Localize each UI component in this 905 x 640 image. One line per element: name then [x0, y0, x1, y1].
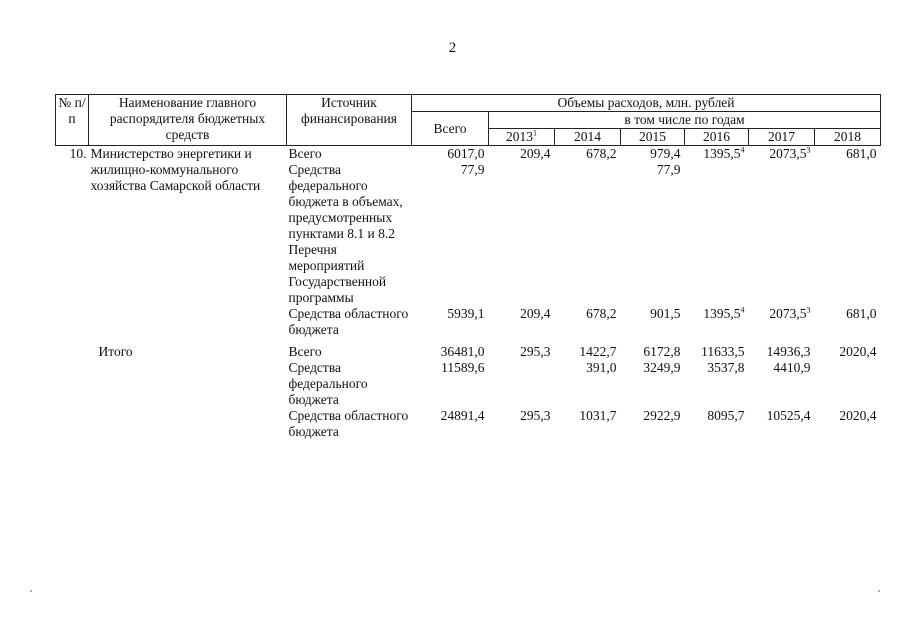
year-cell: 14936,3 — [766, 344, 811, 359]
year-cell — [815, 360, 881, 408]
source-cell: Средства областного бюджета — [288, 306, 409, 337]
source-cell: Средства федерального бюджета — [288, 360, 368, 407]
year-cell: 2020,4 — [839, 408, 877, 423]
year-cell: 678,2 — [586, 306, 617, 321]
header-name: Наименование главного распорядителя бюджетных средств — [89, 95, 287, 146]
year-cell: 209,4 — [520, 146, 551, 161]
year-cell: 681,0 — [846, 306, 877, 321]
header-volumes: Объемы расходов, млн. рублей — [412, 95, 881, 112]
row-number: 10. — [69, 146, 87, 161]
table-row — [56, 146, 881, 163]
header-year-2017: 2017 — [749, 129, 815, 146]
year-cell: 1422,7 — [579, 344, 617, 359]
year-cell: 1395,5$^4$ — [703, 145, 745, 161]
table-row — [56, 338, 881, 360]
header-by-years: в том числе по годам — [489, 112, 881, 129]
year-cell: 901,5 — [650, 306, 681, 321]
year-cell — [489, 360, 555, 408]
year-cell: 2922,9 — [643, 408, 681, 423]
total-cell: 77,9 — [460, 162, 485, 177]
header-year-2015: 2015 — [621, 129, 685, 146]
source-cell: Средства областного бюджета — [288, 408, 409, 439]
total-cell: 5939,1 — [447, 306, 485, 321]
total-cell: 11589,6 — [441, 360, 485, 375]
year-cell — [685, 162, 749, 306]
scan-speck — [30, 590, 32, 592]
year-cell: 295,3 — [520, 408, 551, 423]
header-year-2013: 2013$^1$ — [489, 129, 555, 146]
year-cell — [555, 162, 621, 306]
year-cell: 10525,4 — [766, 408, 811, 423]
year-cell: 3249,9 — [643, 360, 681, 375]
year-cell: 6172,8 — [643, 344, 681, 359]
total-cell: 36481,0 — [440, 344, 485, 359]
year-cell — [489, 162, 555, 306]
year-cell — [815, 162, 881, 306]
year-cell: 2020,4 — [839, 344, 877, 359]
year-cell: 8095,7 — [707, 408, 745, 423]
year-cell: 3537,8 — [707, 360, 745, 375]
header-total: Всего — [412, 112, 489, 146]
page-number: 2 — [448, 40, 457, 56]
year-cell: 209,4 — [520, 306, 551, 321]
year-cell — [749, 162, 815, 306]
year-cell: 391,0 — [586, 360, 617, 375]
total-cell: 6017,0 — [447, 146, 485, 161]
total-cell: 24891,4 — [440, 408, 485, 423]
year-cell: 678,2 — [586, 146, 617, 161]
source-cell: Всего — [288, 344, 322, 359]
header-year-2018: 2018 — [815, 129, 881, 146]
year-cell: 681,0 — [846, 146, 877, 161]
header-year-2016: 2016 — [685, 129, 749, 146]
year-cell: 1395,5$^4$ — [703, 305, 745, 321]
ministry-name: Министерство энергетики и жилищно-коммунального хозяйства Самарской области — [90, 146, 261, 193]
budget-table — [55, 94, 881, 440]
header-source: Источник финансирования — [287, 95, 412, 146]
header-no: № п/п — [56, 95, 89, 146]
year-cell: 1031,7 — [579, 408, 617, 423]
year-cell: 11633,5 — [701, 344, 745, 359]
header-year-2014: 2014 — [555, 129, 621, 146]
totals-label: Итого — [98, 344, 133, 359]
source-cell: Средства федерального бюджета в объемах, предусмотренных пунктами 8.1 и 8.2 Перечня мероприятий Государственной программы — [288, 162, 403, 305]
year-cell: 2073,5$^3$ — [769, 145, 811, 161]
year-cell: 77,9 — [656, 162, 681, 177]
year-cell: 4410,9 — [773, 360, 811, 375]
scan-speck — [878, 590, 880, 592]
year-cell: 2073,5$^3$ — [769, 305, 811, 321]
year-cell: 979,4 — [650, 146, 681, 161]
source-cell: Всего — [288, 146, 322, 161]
year-cell: 295,3 — [520, 344, 551, 359]
